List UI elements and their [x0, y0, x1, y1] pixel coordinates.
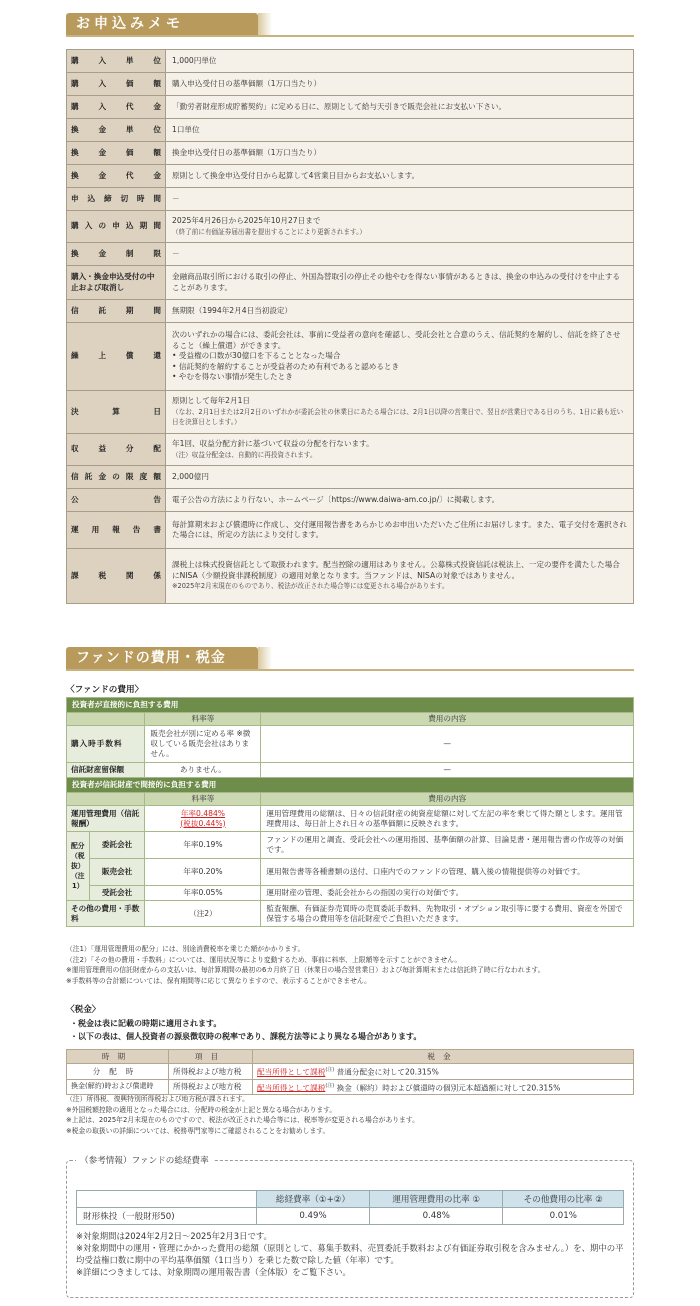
ratio-total: 0.49%: [257, 1208, 370, 1225]
memo-value: 購入申込受付日の基準価額（1万口当たり）: [166, 73, 634, 96]
tax-header-time: 時期: [67, 1050, 169, 1064]
memo-value-main: 年1回、収益分配方針に基づいて収益の分配を行ないます。: [172, 439, 374, 448]
fee-label-purchase: 購入時手数料: [67, 726, 145, 763]
memo-heading: [66, 13, 258, 35]
memo-key: 購入・換金申込受付の中止および取消し: [67, 266, 166, 300]
fee-header-rate: 料率等: [145, 793, 261, 806]
memo-row: [67, 142, 634, 165]
fee-alloc-rate: 年率0.19%: [145, 832, 261, 859]
memo-value-main: 課税上は株式投資信託として取扱われます。配当控除の適用はありません。公募株式投資信託は税法上、一定の要件を満たした場合にNISA（少額投資非課税制度）の適用対象となります。当ファンドは、NISAの対象ではありません。: [172, 560, 620, 580]
memo-row: [67, 266, 634, 300]
memo-row: [67, 323, 634, 391]
memo-value: 毎計算期末および償還時に作成し、交付運用報告書をあらかじめお申出いただいたご住所にお届けします。また、電子交付を選択された場合には、所定の方法により交付します。: [166, 512, 634, 549]
memo-value: 電子公告の方法により行ない、ホームページ〔https://www.daiwa-am.co.jp/〕に掲載します。: [166, 489, 634, 512]
tax-header-item: 項目: [169, 1050, 253, 1064]
fee-label-retention: 信託財産留保額: [67, 763, 145, 778]
memo-row: [67, 73, 634, 96]
memo-value: 無期限（1994年2月4日当初設定）: [166, 300, 634, 323]
fees-subtitle: 〈ファンドの費用〉: [66, 685, 144, 695]
memo-value: [166, 434, 634, 466]
memo-row: [67, 96, 634, 119]
tax-note-mark: (注): [325, 1067, 335, 1073]
memo-value: 2,000億円: [166, 466, 634, 489]
memo-value: [166, 391, 634, 434]
fee-table: [66, 697, 634, 927]
memo-value: [166, 549, 634, 604]
memo-row: [67, 300, 634, 323]
fee-alloc-rate: 年率0.20%: [145, 859, 261, 886]
memo-key: 収益分配: [67, 434, 166, 466]
memo-key: 課税関係: [67, 549, 166, 604]
memo-value: 換金申込受付日の基準価額（1万口当たり）: [166, 142, 634, 165]
memo-table: [66, 49, 634, 604]
fee-content-other: 監査報酬、有価証券売買時の売買委託手数料、先物取引・オプション取引等に要する費用、資産を外国で保管する場合の費用等を信託財産でご負担いただきます。: [261, 901, 634, 927]
memo-bullet: • 受益権の口数が30億口を下ることとなった場合: [172, 351, 341, 361]
tax-tag: 配当所得として課税: [257, 1067, 326, 1077]
fee-label-other: その他の費用・手数料: [67, 901, 145, 927]
memo-bullet-text: 信託契約を解約することが受益者のため有利であると認めるとき: [178, 361, 400, 371]
memo-row: [67, 119, 634, 142]
tax-time: 換金(解約)時および償還時: [67, 1079, 169, 1095]
memo-row: [67, 489, 634, 512]
memo-key: 申込締切時間: [67, 188, 166, 211]
memo-key: 換金価額: [67, 142, 166, 165]
ratio-table: [76, 1190, 624, 1225]
memo-row: [67, 466, 634, 489]
tax-desc-cell: [253, 1079, 634, 1095]
memo-key: 信託金の限度額: [67, 466, 166, 489]
memo-key: 換金代金: [67, 165, 166, 188]
fee-alloc-who: 受託会社: [89, 886, 145, 901]
memo-key: 換金制限: [67, 243, 166, 266]
memo-value: [166, 211, 634, 243]
tax-header-tax: 税金: [253, 1050, 634, 1064]
fee-alloc-who: 販売会社: [89, 859, 145, 886]
memo-bullet: • やむを得ない事情が発生したとき: [172, 372, 293, 382]
reference-note: ※詳細につきましては、対象期間の運用報告書（全体版）をご覧下さい。: [76, 1267, 351, 1277]
ratio-other: 0.01%: [503, 1208, 624, 1225]
fee-note: ※運用管理費用の信託財産からの支払いは、毎計算期間の最初の6カ月終了日（休業日の場合翌営業日）および毎計算期末または信託終了時に行なわれます。: [66, 966, 545, 974]
memo-heading-rule: [66, 35, 634, 37]
memo-key: 購入価額: [67, 73, 166, 96]
memo-row: [67, 243, 634, 266]
fee-rate-retention: ありません。: [145, 763, 261, 778]
fees-heading: [66, 647, 258, 669]
tax-desc: 換金（解約）時および償還時の個別元本超過額に対して20.315%: [336, 1083, 561, 1093]
memo-value-sub: （終了前に有価証券届出書を提出することにより更新されます。）: [172, 227, 366, 236]
fee-rate-mgmt: [145, 806, 261, 832]
memo-row: [67, 50, 634, 73]
tax-note-mark: (注): [325, 1082, 335, 1089]
fee-header-content: 費用の内容: [261, 713, 634, 726]
fee-rate-mgmt-net: (税抜0.44%): [180, 818, 226, 828]
ratio-fund-name: 財形株投（一般財形50): [77, 1208, 257, 1225]
reference-notes: [76, 1230, 624, 1278]
fees-heading-text: ファンドの費用・税金: [76, 650, 226, 666]
memo-key: 換金単位: [67, 119, 166, 142]
fee-header-blank: [67, 793, 145, 806]
ratio-header-blank: [77, 1191, 257, 1208]
memo-key: 購入単位: [67, 50, 166, 73]
tax-bullet: ・税金は表に記載の時期に適用されます。: [70, 1019, 222, 1028]
memo-value-sub: ※2025年2月末現在のものであり、税法が改正された場合等には変更される場合があります。: [172, 582, 449, 591]
memo-value: 「勤労者財産形成貯蓄契約」に定める日に、原則として給与天引きで販売会社にお支払い下さい。: [166, 96, 634, 119]
reference-title: （参考情報）ファンドの総経費率: [76, 1154, 213, 1166]
tax-note: ※税金の取扱いの詳細については、税務専門家等にご確認されることをお勧めします。: [66, 1126, 330, 1135]
memo-key: 運用報告書: [67, 512, 166, 549]
memo-bullet: • 信託契約を解約することが受益者のため有利であると認めるとき: [172, 361, 400, 371]
tax-bullets: [70, 1017, 421, 1043]
tax-desc-cell: [253, 1064, 634, 1080]
tax-subtitle: 〈税金〉: [66, 1005, 101, 1015]
ratio-header-mgmt: 運用管理費用の比率 ①: [370, 1191, 503, 1208]
memo-key: 決算日: [67, 391, 166, 434]
tax-note: （注）所得税、復興特別所得税および地方税が課されます。: [66, 1095, 249, 1103]
memo-key: 繰上償還: [67, 323, 166, 391]
fee-alloc-label: 配分（税抜）（注1）: [67, 832, 90, 901]
fee-header-rate: 料率等: [145, 713, 261, 726]
tax-tag: 配当所得として課税: [257, 1083, 326, 1093]
tax-table: [66, 1049, 634, 1095]
memo-value: 原則として換金申込受付日から起算して4営業日目からお支払いします。: [166, 165, 634, 188]
tax-note: ※上記は、2025年2月末現在のものですので、税法が改正された場合等には、税率等が変更される場合があります。: [66, 1116, 419, 1124]
memo-key: 信託期間: [67, 300, 166, 323]
fee-label-mgmt: 運用管理費用（信託報酬）: [67, 806, 145, 832]
memo-key: 購入の申込期間: [67, 211, 166, 243]
tax-item: 所得税および地方税: [169, 1064, 253, 1080]
memo-bullet-text: 受益権の口数が30億口を下ることとなった場合: [178, 351, 341, 361]
memo-value: －: [166, 188, 634, 211]
fee-rate-other: （注2）: [145, 901, 261, 927]
fee-group-direct: 投資者が直接的に負担する費用: [67, 698, 634, 713]
fee-rate-purchase: 販売会社が別に定める率 ※徴収している販売会社はありません。: [145, 726, 261, 763]
fee-group-indirect: 投資者が信託財産で間接的に負担する費用: [67, 778, 634, 793]
fee-note: ※手数料等の合計額については、保有期間等に応じて異なりますので、表示することができません。: [66, 976, 371, 985]
fee-note: （注2）「その他の費用・手数料」については、運用状況等により変動するため、事前に料率、上限額等を示すことができません。: [66, 955, 462, 964]
tax-notes: [66, 1094, 634, 1136]
fee-alloc-who: 委託会社: [89, 832, 145, 859]
fee-alloc-rate: 年率0.05%: [145, 886, 261, 901]
memo-value-sub: （注）収益分配金は、自動的に再投資されます。: [172, 450, 317, 459]
fee-content-retention: —: [261, 763, 634, 778]
memo-key: 購入代金: [67, 96, 166, 119]
fee-note: （注1）「運用管理費用の配分」には、別途消費税率を乗じた額がかかります。: [66, 945, 305, 953]
memo-value-main: 次のいずれかの場合には、委託会社は、事前に受益者の意向を確認し、受託会社と合意のうえ、信託契約を解約し、信託を終了させること（繰上償還）ができます。: [172, 330, 621, 350]
fee-rate-mgmt-gross: 年率0.484%: [180, 808, 225, 818]
memo-value: －: [166, 243, 634, 266]
memo-row: [67, 211, 634, 243]
ratio-header-other: その他費用の比率 ②: [503, 1191, 624, 1208]
reference-note: ※対象期間は2024年2月2日～2025年2月3日です。: [76, 1231, 272, 1241]
memo-value: 1,000円単位: [166, 50, 634, 73]
fee-header-blank: [67, 713, 145, 726]
memo-value: 金融商品取引所における取引の停止、外国為替取引の停止その他やむを得ない事情があるときは、換金の申込みの受付けを中止することがあります。: [166, 266, 634, 300]
memo-value-main: 原則として毎年2月1日: [172, 396, 251, 406]
memo-row: [67, 165, 634, 188]
fee-notes: [66, 944, 634, 986]
tax-note: ※外国税額控除の適用となった場合には、分配時の税金が上記と異なる場合があります。: [66, 1105, 337, 1114]
memo-row: [67, 434, 634, 466]
memo-key: 公告: [67, 489, 166, 512]
fee-header-content: 費用の内容: [261, 793, 634, 806]
memo-row: [67, 512, 634, 549]
ratio-mgmt: 0.48%: [370, 1208, 503, 1225]
fee-alloc-content: ファンドの運用と調査、受託会社への運用指図、基準価額の計算、目論見書・運用報告書の作成等の対価です。: [261, 832, 634, 859]
memo-row: [67, 391, 634, 434]
fee-content-mgmt: 運用管理費用の総額は、日々の信託財産の純資産総額に対して左記の率を乗じて得た額とします。運用管理費用は、毎日計上され日々の基準価額に反映されます。: [261, 806, 634, 832]
tax-time: 分配時: [67, 1064, 169, 1080]
ratio-header-total: 総経費率（①+②）: [257, 1191, 370, 1208]
memo-value: 1口単位: [166, 119, 634, 142]
fee-alloc-content: 運用報告書等各種書類の送付、口座内でのファンドの管理、購入後の情報提供等の対価です。: [261, 859, 634, 886]
memo-value: [166, 323, 634, 391]
memo-row: [67, 188, 634, 211]
memo-row: [67, 549, 634, 604]
memo-bullet-text: やむを得ない事情が発生したとき: [178, 372, 293, 382]
memo-heading-text: お申込みメモ: [76, 16, 184, 32]
fees-heading-rule: [66, 669, 634, 671]
fee-content-purchase: —: [261, 726, 634, 763]
tax-item: 所得税および地方税: [169, 1079, 253, 1095]
tax-desc: 普通分配金に対して20.315%: [336, 1067, 439, 1077]
fee-alloc-content: 運用財産の管理、委託会社からの指図の実行の対価です。: [261, 886, 634, 901]
memo-value-main: 2025年4月26日から2025年10月27日まで: [172, 216, 321, 225]
tax-bullet: ・以下の表は、個人投資者の源泉徴収時の税率であり、課税方法等により異なる場合があります。: [70, 1032, 422, 1041]
memo-value-sub: （なお、2月1日または2月2日のいずれかが委託会社の休業日にあたる場合には、2月1日以降の営業日で、翌日が営業日である日のうち、1日に最も近い日を決算日とします。）: [172, 407, 624, 427]
reference-note: ※対象期間中の運用・管理にかかった費用の総額（原則として、募集手数料、売買委託手数料および有価証券取引税を含みません。）を、期中の平均受益権口数に期中の平均基準価額（1口当り）を乗じた数で除した値（年率）です。: [76, 1243, 624, 1265]
